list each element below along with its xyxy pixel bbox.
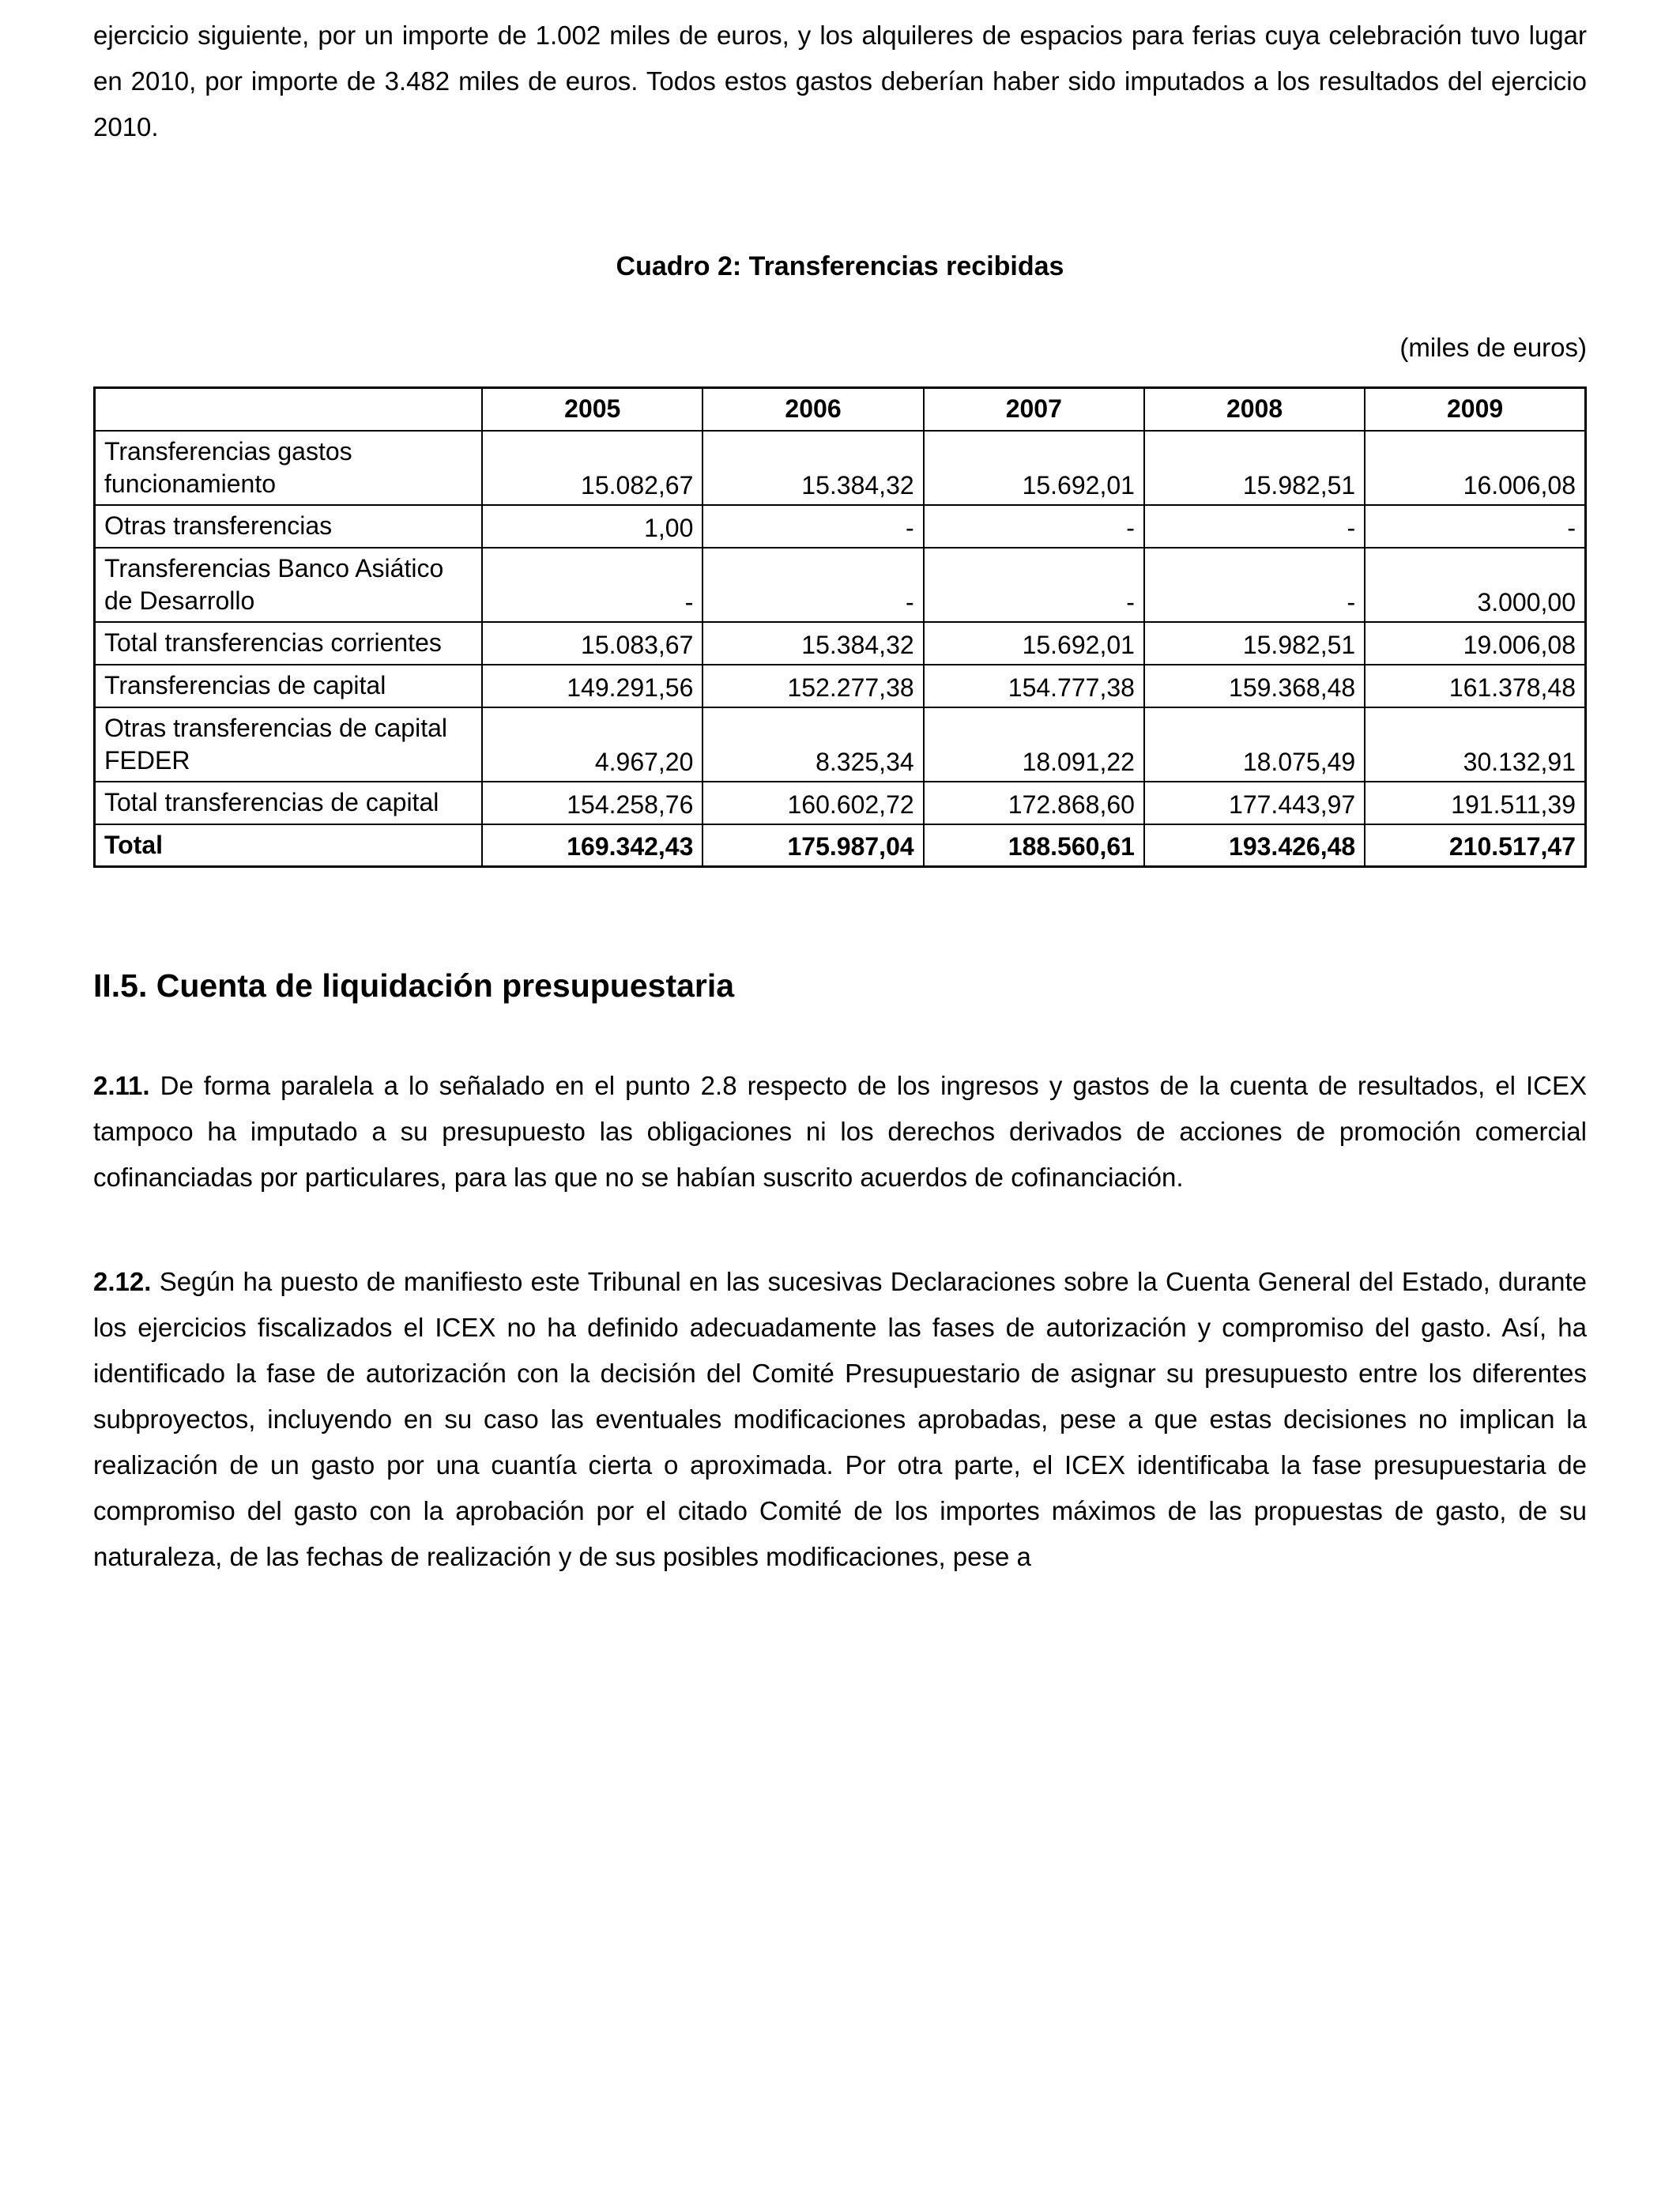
- row-label: Total transferencias de capital: [95, 782, 483, 824]
- table-total-row: [95, 824, 1586, 867]
- intro-paragraph: ejercicio siguiente, por un importe de 1.002 miles de euros, y los alquileres de espacios para ferias cuya celebración tuvo lugar en 2010, por importe de 3.482 miles de euros. Todos estos gastos deberían haber sido imputados a los resultados del ejercicio 2010.: [93, 21, 1587, 141]
- table-cell: 15.082,67: [482, 431, 703, 505]
- table-cell: 188.560,61: [924, 824, 1144, 867]
- table-cell: -: [703, 505, 923, 548]
- table-cell: 16.006,08: [1365, 431, 1585, 505]
- year-header-2009: 2009: [1365, 388, 1585, 431]
- year-header-2005: 2005: [482, 388, 703, 431]
- table-cell: 4.967,20: [482, 707, 703, 782]
- table-row: [95, 622, 1586, 665]
- year-header-2007: 2007: [924, 388, 1144, 431]
- table-cell: 172.868,60: [924, 782, 1144, 824]
- row-label: Otras transferencias de capital FEDER: [95, 707, 483, 782]
- paragraph-text: Según ha puesto de manifiesto este Tribunal en las sucesivas Declaraciones sobre la Cuenta General del Estado, durante los ejercicios fiscalizados el ICEX no ha definido adecuadamente las fases de autorización y compromiso del gasto. Así, ha identificado la fase de autorización con la decisión del Comité Presupuestario de asignar su presupuesto entre los diferentes subproyectos, incluyendo en su caso las eventuales modificaciones aprobadas, pese a que estas decisiones no implican la realización de un gasto por una cuantía cierta o aproximada. Por otra parte, el ICEX identificaba la fase presupuestaria de compromiso del gasto con la aprobación por el citado Comité de los importes máximos de las propuestas de gasto, de su naturaleza, de las fechas de realización y de sus posibles modificaciones, pese a: [93, 1267, 1587, 1571]
- table-row: [95, 707, 1586, 782]
- table-row: [95, 431, 1586, 505]
- paragraph-number: 2.12.: [93, 1267, 152, 1296]
- table-cell: 161.378,48: [1365, 665, 1585, 707]
- table-row: [95, 505, 1586, 548]
- table-corner-cell: [95, 388, 483, 431]
- table-cell: 154.258,76: [482, 782, 703, 824]
- year-header-2006: 2006: [703, 388, 923, 431]
- row-label: Total: [95, 824, 483, 867]
- table-cell: -: [924, 548, 1144, 622]
- paragraph-2-12: [93, 1259, 1587, 1580]
- table-cell: 1,00: [482, 505, 703, 548]
- table-cell: -: [1365, 505, 1585, 548]
- table-cell: 8.325,34: [703, 707, 923, 782]
- table-cell: 159.368,48: [1144, 665, 1365, 707]
- table-cell: -: [703, 548, 923, 622]
- table-cell: -: [1144, 548, 1365, 622]
- table-units-label: (miles de euros): [1399, 333, 1587, 362]
- row-label: Transferencias gastos funcionamiento: [95, 431, 483, 505]
- table-header-row: [95, 388, 1586, 431]
- table-cell: 15.692,01: [924, 622, 1144, 665]
- row-label: Transferencias Banco Asiático de Desarrollo: [95, 548, 483, 622]
- table-cell: 177.443,97: [1144, 782, 1365, 824]
- table-cell: 15.982,51: [1144, 431, 1365, 505]
- year-header-2008: 2008: [1144, 388, 1365, 431]
- table-cell: 160.602,72: [703, 782, 923, 824]
- table-title: Cuadro 2: Transferencias recibidas: [616, 251, 1064, 281]
- table-cell: 30.132,91: [1365, 707, 1585, 782]
- paragraph-text: De forma paralela a lo señalado en el punto 2.8 respecto de los ingresos y gastos de la cuenta de resultados, el ICEX tampoco ha imputado a su presupuesto las obligaciones ni los derechos derivados de acciones de promoción comercial cofinanciadas por particulares, para las que no se habían suscrito acuerdos de cofinanciación.: [93, 1071, 1587, 1192]
- table-cell: 175.987,04: [703, 824, 923, 867]
- table-cell: 152.277,38: [703, 665, 923, 707]
- table-cell: 3.000,00: [1365, 548, 1585, 622]
- table-cell: -: [1144, 505, 1365, 548]
- table-cell: 149.291,56: [482, 665, 703, 707]
- row-label: Otras transferencias: [95, 505, 483, 548]
- paragraph-number: 2.11.: [93, 1071, 150, 1100]
- table-cell: 210.517,47: [1365, 824, 1585, 867]
- transfers-table: [93, 386, 1587, 868]
- table-cell: 154.777,38: [924, 665, 1144, 707]
- table-cell: -: [482, 548, 703, 622]
- table-row: [95, 665, 1586, 707]
- table-cell: 15.982,51: [1144, 622, 1365, 665]
- table-cell: 18.075,49: [1144, 707, 1365, 782]
- table-cell: 15.384,32: [703, 431, 923, 505]
- table-cell: 191.511,39: [1365, 782, 1585, 824]
- table-cell: 15.083,67: [482, 622, 703, 665]
- table-cell: 193.426,48: [1144, 824, 1365, 867]
- table-cell: 18.091,22: [924, 707, 1144, 782]
- table-cell: -: [924, 505, 1144, 548]
- table-cell: 169.342,43: [482, 824, 703, 867]
- section-heading: II.5. Cuenta de liquidación presupuestaria: [93, 967, 735, 1004]
- table-cell: 15.384,32: [703, 622, 923, 665]
- row-label: Total transferencias corrientes: [95, 622, 483, 665]
- paragraph-2-11: [93, 1063, 1587, 1201]
- table-row: [95, 782, 1586, 824]
- table-cell: 19.006,08: [1365, 622, 1585, 665]
- table-cell: 15.692,01: [924, 431, 1144, 505]
- row-label: Transferencias de capital: [95, 665, 483, 707]
- table-row: [95, 548, 1586, 622]
